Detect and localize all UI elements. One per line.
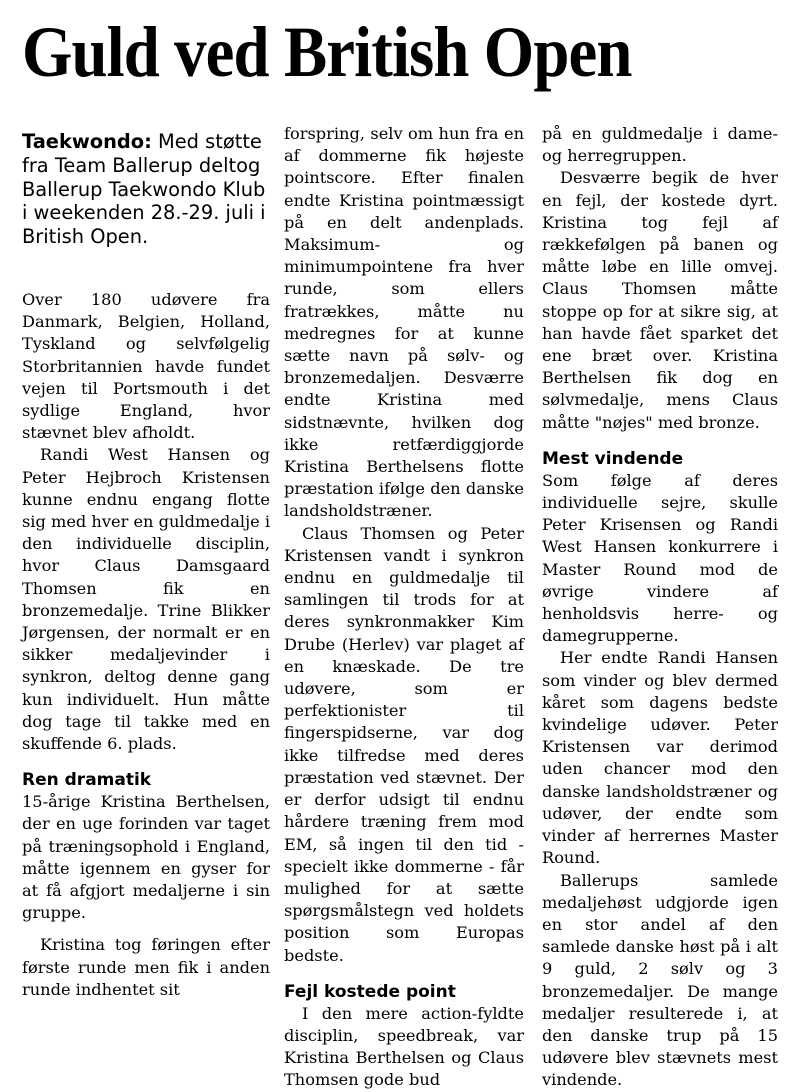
paragraph: Her endte Randi Hansen som vinder og blev dermed kåret som dagens bedste kvindelige udøver. Peter Kristensen var derimod uden chancer mod den danske landsholdstræner og udøver, der endte som vinder af herrernes Master Round. (542, 648, 778, 868)
intro-kicker: Taekwondo: (22, 130, 152, 153)
article-column-1 (22, 130, 270, 1001)
article-headline: Guld ved British Open (22, 12, 632, 92)
intro-text: Med støtte fra Team Ballerup deltog Ballerup Taekwondo Klub i weekenden 28.-29. juli i British Open. (22, 130, 266, 249)
paragraph: Desværre begik de hver en fejl, der kostede dyrt. Kristina tog fejl af rækkefølgen på banen og måtte løbe en lille omvej. Claus Thomsen måtte stoppe op for at sikre sig, at han havde fået sparket det ene bræt over. Kristina Berthelsen fik dog en sølvmedalje, mens Claus måtte "nøjes" med bronze. (542, 168, 778, 432)
article-intro (22, 130, 270, 249)
paragraph: Som følge af deres individuelle sejre, skulle Peter Krisensen og Randi West Hansen konkurrere i Master Round mod de øvrige vindere af henholdsvis herre- og damegrupperne. (542, 470, 778, 646)
paragraph: på en guldmedalje i dame- og herregruppen. (542, 124, 778, 166)
subheading-fejl-kostede-point: Fejl kostede point (284, 981, 456, 1002)
paragraph: 15-årige Kristina Berthelsen, der en uge forinden var taget på træningsophold i England, måtte igennem en gyser for at få afgjort medaljerne i sin gruppe. (22, 792, 270, 923)
paragraph: Randi West Hansen og Peter Hejbroch Kristensen kunne endnu engang flotte sig med hver en guldmedalje i den individuelle disciplin, hvor Claus Damsgaard Thomsen fik en bronzemedalje. Trine Blikker Jørgensen, der normalt er en sikker medaljevinder i synkron, deltog denne gang kun individuelt. Hun måtte dog tage til takke med en skuffende 6. plads. (22, 445, 270, 754)
article-column-3 (542, 123, 778, 1092)
paragraph: Claus Thomsen og Peter Kristensen vandt i synkron endnu en guldmedalje til samlingen til trods for at deres synkronmakker Kim Drube (Herlev) var plaget af en knæskade. De tre udøvere, som er perfektionister til fingerspidserne, var dog ikke tilfredse med deres præstation ved stævnet. Der er derfor udsigt til endnu hårdere træning frem mod EM, så ingen til den tid - specielt ikke dommerne - får mulighed for at sætte spørgsmålstegn ved holdets position som Europas bedste. (284, 523, 524, 965)
paragraph: Kristina tog føringen efter første runde men fik i anden runde indhentet sit (22, 935, 270, 999)
paragraph: forspring, selv om hun fra en af dommerne fik højeste pointscore. Efter finalen endte Kristina pointmæssigt på en delt andenplads. Maksimum- og minimumpointene fra hver runde, som ellers fratrækkes, måtte nu medregnes for at kunne sætte navn på sølv- og bronzemedaljen. Desværre endte Kristina med sidstnævnte, hvilken dog ikke retfærdiggjorde Kristina Berthelsens flotte præstation ifølge den danske landsholdstræner. (284, 124, 524, 521)
paragraph: Ballerups samlede medaljehøst udgjorde igen en stor andel af den samlede danske høst på i alt 9 guld, 2 sølv og 3 bronzemedaljer. De mange medaljer resulterede i, at den danske trup på 15 udøvere blev stævnets mest vindende. (542, 870, 778, 1090)
subheading-mest-vindende: Mest vindende (542, 448, 684, 469)
paragraph: I den mere action-fyldte disciplin, speedbreak, var Kristina Berthelsen og Claus Thomsen gode bud (284, 1003, 524, 1090)
subheading-ren-dramatik: Ren dramatik (22, 770, 152, 791)
paragraph: Over 180 udøvere fra Danmark, Belgien, Holland, Tyskland og selvfølgelig Storbritannien havde fundet vejen til Portsmouth i det sydlige England, hvor stævnet blev afholdt. (22, 289, 270, 443)
article-column-2 (284, 123, 524, 1092)
